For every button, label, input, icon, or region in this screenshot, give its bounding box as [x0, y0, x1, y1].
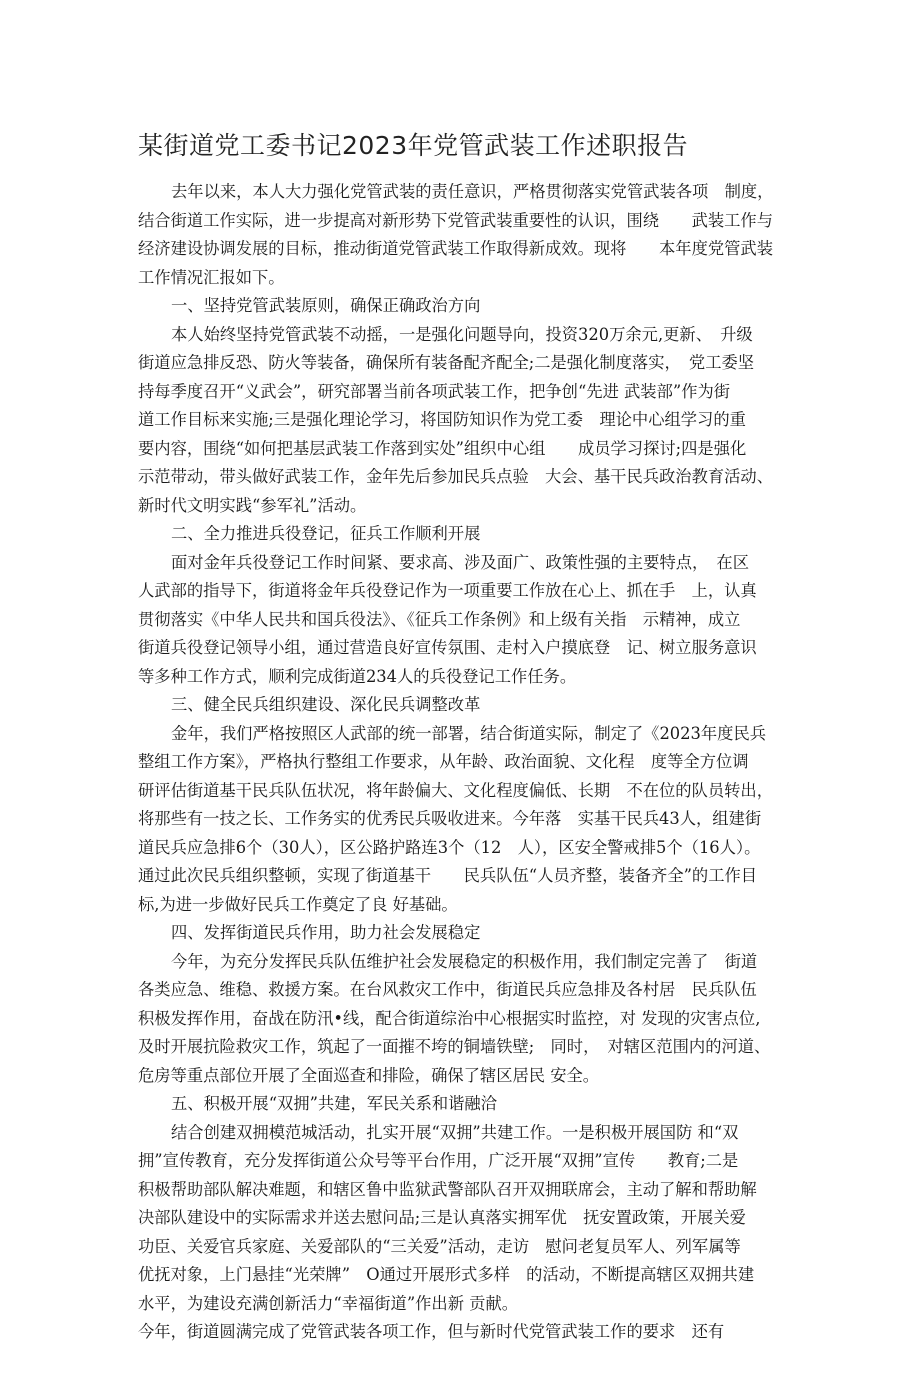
paragraph-line: 功臣、关爱官兵家庭、关爱部队的“三关爱”活动，走访 慰问老复员军人、列军属等 — [138, 1233, 788, 1262]
paragraph-line: 道民兵应急排6个（30人），区公路护路连3个（12 人），区安全警戒排5个（16人）。 — [138, 834, 788, 863]
paragraph-line: 面对金年兵役登记工作时间紧、要求高、涉及面广、政策性强的主要特点， 在区 — [138, 549, 788, 578]
section-heading: 三、健全民兵组织建设、深化民兵调整改革 — [138, 691, 788, 720]
section-heading: 二、全力推进兵役登记，征兵工作顺利开展 — [138, 520, 788, 549]
section-heading: 五、积极开展“双拥”共建，军民关系和谐融洽 — [138, 1090, 788, 1119]
paragraph-line: 持每季度召开“义武会”，研究部署当前各项武装工作，把争创“先进 武装部”作为街 — [138, 378, 788, 407]
paragraph-line: 街道应急排反恐、防火等装备，确保所有装备配齐配全;二是强化制度落实， 党工委坚 — [138, 349, 788, 378]
paragraph-line: 道工作目标来实施;三是强化理论学习，将国防知识作为党工委 理论中心组学习的重 — [138, 406, 788, 435]
paragraph-line: 整组工作方案》，严格执行整组工作要求，从年龄、政治面貌、文化程 度等全方位调 — [138, 748, 788, 777]
paragraph-line: 优抚对象，上门悬挂“光荣牌” O通过开展形式多样 的活动，不断提高辖区双拥共建 — [138, 1261, 788, 1290]
paragraph-line: 要内容，围绕“如何把基层武装工作落到实处”组织中心组 成员学习探讨;四是强化 — [138, 435, 788, 464]
document-body — [138, 178, 788, 1375]
paragraph-line: 本人始终坚持党管武装不动摇，一是强化问题导向，投资320万余元,更新、 升级 — [138, 321, 788, 350]
paragraph-line: 金年，我们严格按照区人武部的统一部署，结合街道实际，制定了《2023年度民兵 — [138, 720, 788, 749]
paragraph-line: 新时代文明实践“参军礼”活动。 — [138, 492, 788, 521]
paragraph-line — [138, 1347, 788, 1375]
paragraph-line: 危房等重点部位开展了全面巡查和排险，确保了辖区居民 安全。 — [138, 1062, 788, 1091]
paragraph-line: 今年，街道圆满完成了党管武装各项工作，但与新时代党管武装工作的要求 还有 — [138, 1318, 788, 1347]
paragraph-line: 通过此次民兵组织整顿，实现了街道基干 民兵队伍“人员齐整，装备齐全”的工作目 — [138, 862, 788, 891]
paragraph-line: 经济建设协调发展的目标，推动街道党管武装工作取得新成效。现将 本年度党管武装 — [138, 235, 788, 264]
paragraph-line: 将那些有一技之长、工作务实的优秀民兵吸收进来。今年落 实基干民兵43人，组建街 — [138, 805, 788, 834]
paragraph-line: 人武部的指导下，街道将金年兵役登记作为一项重要工作放在心上、抓在手 上，认真 — [138, 577, 788, 606]
paragraph-line: 水平，为建设充满创新活力“幸福街道”作出新 贡献。 — [138, 1290, 788, 1319]
paragraph-line: 结合街道工作实际，进一步提高对新形势下党管武装重要性的认识，围绕 武装工作与 — [138, 207, 788, 236]
paragraph-line: 今年，为充分发挥民兵队伍维护社会发展稳定的积极作用，我们制定完善了 街道 — [138, 948, 788, 977]
paragraph-line: 贯彻落实《中华人民共和国兵役法》、《征兵工作条例》和上级有关指 示精神，成立 — [138, 606, 788, 635]
document-title: 某街道党工委书记2023年党管武装工作述职报告 — [138, 126, 798, 166]
paragraph-line: 及时开展抗险救灾工作，筑起了一面摧不垮的铜墙铁壁; 同时， 对辖区范围内的河道、 — [138, 1033, 788, 1062]
section-heading: 一、坚持党管武装原则，确保正确政治方向 — [138, 292, 788, 321]
paragraph-line: 决部队建设中的实际需求并送去慰问品;三是认真落实拥军优 抚安置政策，开展关爱 — [138, 1204, 788, 1233]
paragraph-line: 示范带动，带头做好武装工作，金年先后参加民兵点验 大会、基干民兵政治教育活动、 — [138, 463, 788, 492]
paragraph-line: 各类应急、维稳、救援方案。在台风救灾工作中，街道民兵应急排及各村居 民兵队伍 — [138, 976, 788, 1005]
paragraph-line: 积极帮助部队解决难题，和辖区鲁中监狱武警部队召开双拥联席会，主动了解和帮助解 — [138, 1176, 788, 1205]
paragraph-line: 标,为进一步做好民兵工作奠定了良 好基础。 — [138, 891, 788, 920]
paragraph-line: 工作情况汇报如下。 — [138, 264, 788, 293]
paragraph-line: 街道兵役登记领导小组，通过营造良好宣传氛围、走村入户摸底登 记、树立服务意识 — [138, 634, 788, 663]
paragraph-line: 研评估街道基干民兵队伍状况，将年龄偏大、文化程度偏低、长期 不在位的队员转出， — [138, 777, 788, 806]
paragraph-line: 去年以来，本人大力强化党管武装的责任意识，严格贯彻落实党管武装各项 制度， — [138, 178, 788, 207]
paragraph-line: 等多种工作方式，顺利完成街道234人的兵役登记工作任务。 — [138, 663, 788, 692]
paragraph-line: 拥”宣传教育，充分发挥街道公众号等平台作用，广泛开展“双拥”宣传 教育;二是 — [138, 1147, 788, 1176]
paragraph-line: 积极发挥作用，奋战在防汛•线，配合街道综治中心根据实时监控，对 发现的灾害点位, — [138, 1005, 788, 1034]
section-heading: 四、发挥街道民兵作用，助力社会发展稳定 — [138, 919, 788, 948]
paragraph-line: 结合创建双拥模范城活动，扎实开展“双拥”共建工作。一是积极开展国防 和“双 — [138, 1119, 788, 1148]
